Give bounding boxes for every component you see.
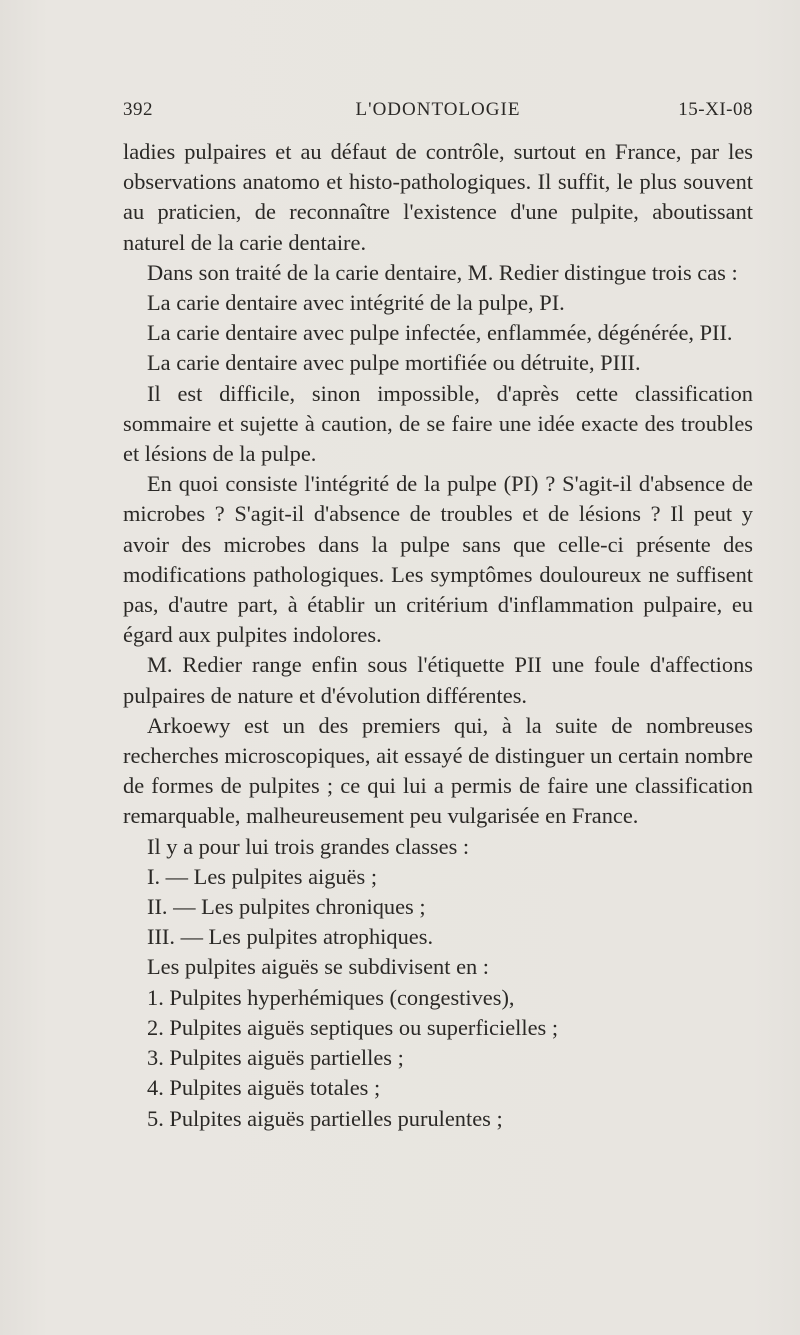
body-text	[123, 137, 753, 1134]
journal-title: L'ODONTOLOGIE	[355, 99, 521, 120]
subdivision-list-item: 1. Pulpites hyperhémiques (congestives),	[147, 984, 515, 1010]
subdivision-list-item: 5. Pulpites aiguës partielles purulentes ;	[147, 1105, 503, 1131]
paragraph-case-piii: La carie dentaire avec pulpe mortifiée ou détruite, PIII.	[147, 350, 641, 376]
paragraph-subdivision-intro: Les pulpites aiguës se subdivisent en :	[147, 954, 490, 980]
paragraph-redier-pii: M. Redier range enfin sous l'étiquette PII une foule d'affections pulpaires de nature et d'évolution différentes.	[123, 652, 753, 708]
paragraph-continuation: ladies pulpaires et au défaut de contrôle, surtout en France, par les observations anatomo et histo-pathologiques. Il suffit, le plus souvent au praticien, de reconnaître l'existence d'une pulpite, aboutissant naturel de la carie dentaire.	[123, 139, 753, 255]
paragraph-arkoewy: Arkoewy est un des premiers qui, à la suite de nombreuses recherches microscopiques, ait essayé de distinguer un certain nombre de formes de pulpites ; ce qui lui a permis de faire une classification remarquable, malheureusement peu vulgarisée en France.	[123, 712, 753, 829]
paragraph-redier-intro: Dans son traité de la carie dentaire, M. Redier distingue trois cas :	[147, 259, 738, 285]
running-head	[123, 99, 753, 129]
paragraph-integrity-question: En quoi consiste l'intégrité de la pulpe (PI) ? S'agit-il d'absence de microbes ? S'agit-il d'absence de troubles et de lésions ? Il peut y avoir des microbes dans la pulpe sans que celle-ci présente des modifications pathologiques. Les symptômes douloureux ne suffisent pas, d'autre part, à établir un critérium d'inflammation pulpaire, eu égard aux pulpites indolores.	[123, 471, 753, 648]
page-number: 392	[123, 99, 153, 120]
class-list-item: III. — Les pulpites atrophiques.	[147, 924, 434, 950]
subdivision-list-item: 2. Pulpites aiguës septiques ou superficielles ;	[147, 1014, 559, 1040]
class-list-item: II. — Les pulpites chroniques ;	[147, 894, 426, 920]
paragraph-case-pi: La carie dentaire avec intégrité de la pulpe, PI.	[147, 290, 565, 316]
subdivision-list-item: 4. Pulpites aiguës totales ;	[147, 1075, 381, 1101]
subdivision-list-item: 3. Pulpites aiguës partielles ;	[147, 1045, 404, 1071]
issue-date: 15-XI-08	[678, 99, 753, 120]
paragraph-case-pii: La carie dentaire avec pulpe infectée, enflammée, dégénérée, PII.	[147, 320, 733, 346]
class-list-item: I. — Les pulpites aiguës ;	[147, 863, 378, 889]
paragraph-three-classes: Il y a pour lui trois grandes classes :	[147, 833, 470, 859]
paragraph-difficulty: Il est difficile, sinon impossible, d'après cette classification sommaire et sujette à caution, de se faire une idée exacte des troubles et lésions de la pulpe.	[123, 380, 753, 467]
